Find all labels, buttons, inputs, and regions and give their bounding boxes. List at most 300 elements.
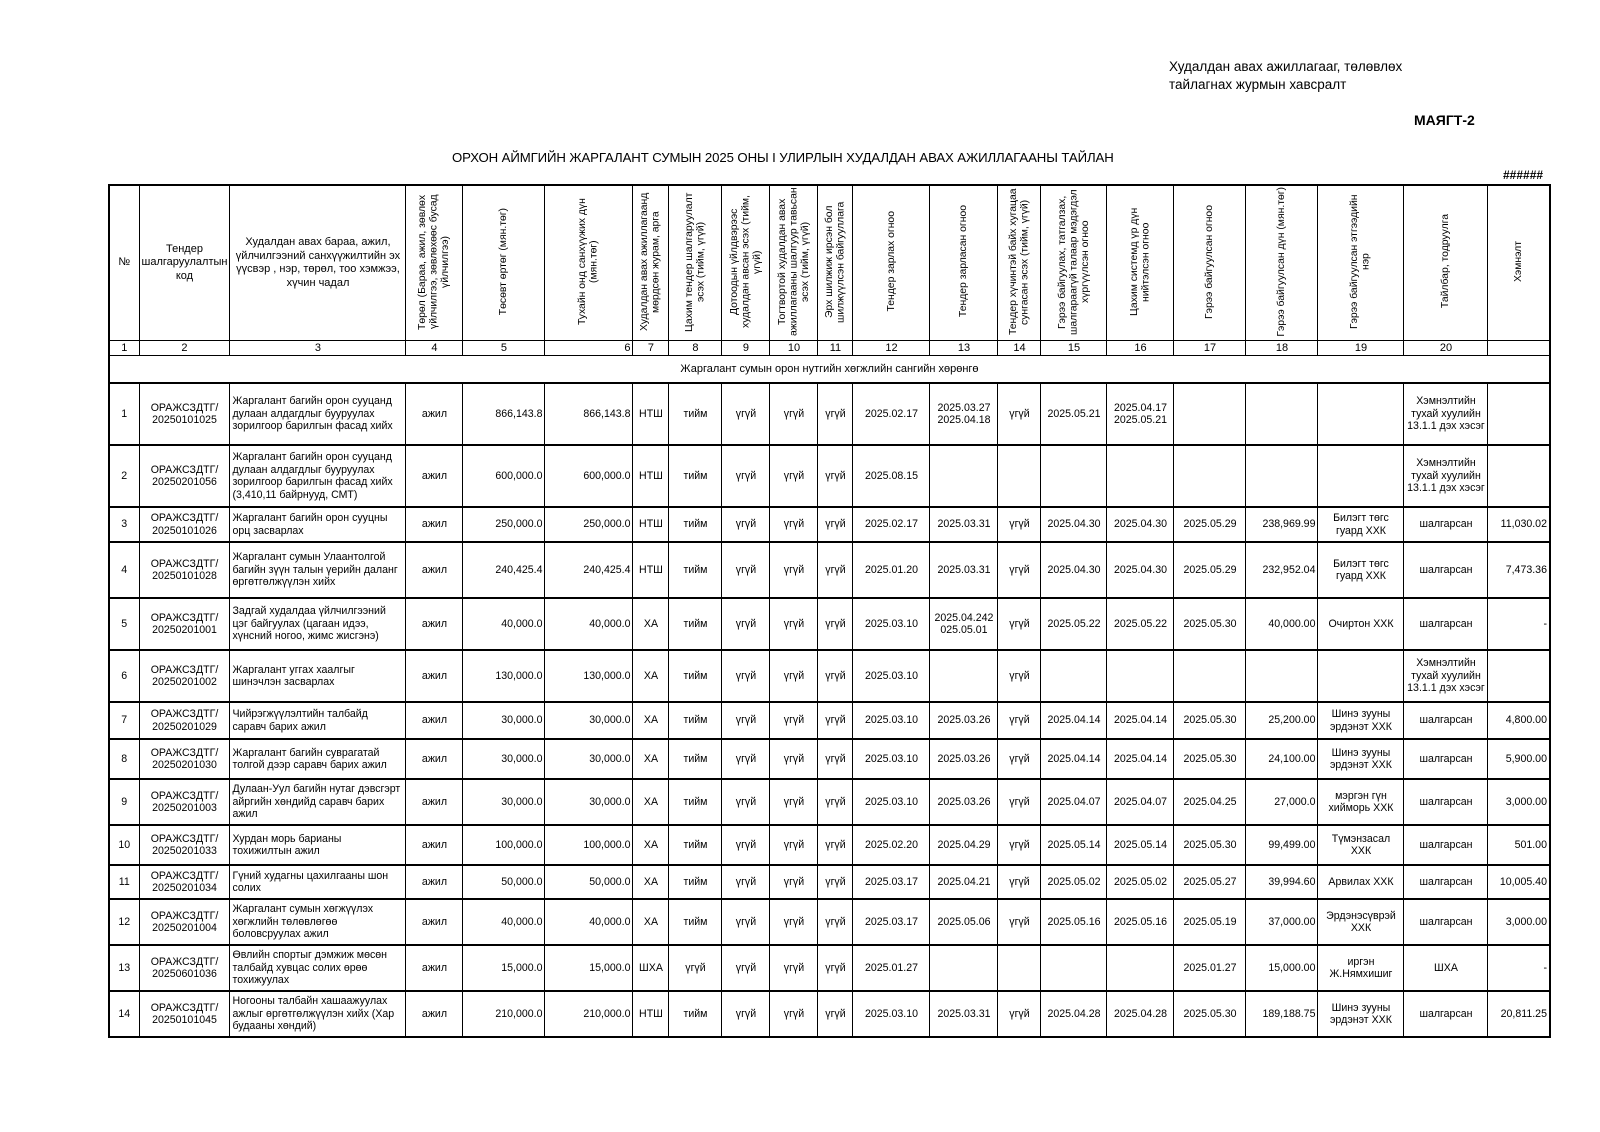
- annex-line-1: Худалдан авах ажиллагааг, төлөвлөх: [1169, 59, 1403, 74]
- cell-notice-date: 2025.04.30: [1041, 542, 1107, 598]
- cell-method: НТШ: [633, 542, 669, 598]
- cell-savings: 5,900.00: [1488, 739, 1550, 779]
- cell-code: ОРАЖСЗДТГ/ 20250101026: [139, 507, 230, 542]
- cell-note: шалгарсан: [1404, 739, 1488, 779]
- cell-domestic: үгүй: [722, 383, 770, 445]
- cell-extended: үгүй: [998, 702, 1041, 739]
- cell-funding: 40,000.0: [545, 899, 633, 945]
- cell-contract-amount: 24,100.00: [1246, 739, 1318, 779]
- cell-type: ажил: [406, 598, 463, 650]
- cell-notice-date: 2025.05.22: [1041, 598, 1107, 650]
- cell-desc: Жаргалант уггах хаалгыг шинэчлэн засварлах: [230, 650, 406, 702]
- cell-publish-date: 2025.04.17 2025.05.21: [1107, 383, 1174, 445]
- cell-funding: 15,000.0: [545, 945, 633, 991]
- cell-budget: 15,000.0: [463, 945, 545, 991]
- cell-extended: үгүй: [998, 383, 1041, 445]
- cell-code: ОРАЖСЗДТГ/ 20250201033: [139, 825, 230, 865]
- col-number: 14: [998, 341, 1041, 356]
- cell-note: шалгарсан: [1404, 598, 1488, 650]
- cell-extended: үгүй: [998, 507, 1041, 542]
- cell-contract-amount: 189,188.75: [1246, 991, 1318, 1037]
- col-header: Тендер хүчинтэй байх хугацаа сунгасан эсэх (тийм, үгүй): [998, 185, 1041, 341]
- cell-extended: [998, 945, 1041, 991]
- col-header: Дотоодын үйлдвэрээс худалдан авсан эсэх (тийм, үгүй): [722, 185, 770, 341]
- cell-type: ажил: [406, 507, 463, 542]
- report-title: ОРХОН АЙМГИЙН ЖАРГАЛАНТ СУМЫН 2025 ОНЫ I УЛИРЛЫН ХУДАЛДАН АВАХ АЖИЛЛАГААНЫ ТАЙЛАН: [452, 150, 1114, 165]
- cell-e-tender: тийм: [669, 650, 722, 702]
- cell-domestic: үгүй: [722, 507, 770, 542]
- cell-funding: 600,000.0: [545, 445, 633, 507]
- cell-savings: [1488, 650, 1550, 702]
- cell-contract-date: 2025.04.25: [1174, 779, 1246, 825]
- cell-no: 9: [109, 779, 139, 825]
- cell-funding: 50,000.0: [545, 865, 633, 899]
- cell-transferred: үгүй: [818, 825, 853, 865]
- table-row: [109, 702, 1550, 739]
- cell-publish-date: [1107, 445, 1174, 507]
- table-row: [109, 865, 1550, 899]
- cell-announce-date: 2025.03.27 2025.04.18: [930, 383, 998, 445]
- col-number: 19: [1318, 341, 1404, 356]
- cell-e-tender: тийм: [669, 445, 722, 507]
- table-row: [109, 650, 1550, 702]
- cell-extended: үгүй: [998, 865, 1041, 899]
- table-row: [109, 383, 1550, 445]
- cell-extended: үгүй: [998, 825, 1041, 865]
- col-number: 2: [139, 341, 230, 356]
- cell-note: шалгарсан: [1404, 825, 1488, 865]
- cell-contract-amount: 27,000.0: [1246, 779, 1318, 825]
- cell-method: ХА: [633, 825, 669, 865]
- cell-code: ОРАЖСЗДТГ/ 20250201056: [139, 445, 230, 507]
- cell-budget: 30,000.0: [463, 739, 545, 779]
- cell-sustainable: үгүй: [770, 598, 818, 650]
- col-number: [1488, 341, 1550, 356]
- cell-method: ХА: [633, 899, 669, 945]
- cell-e-tender: тийм: [669, 598, 722, 650]
- cell-plan-date: 2025.03.10: [853, 991, 930, 1037]
- cell-contract-amount: 25,200.00: [1246, 702, 1318, 739]
- cell-publish-date: 2025.05.02: [1107, 865, 1174, 899]
- col-number: 16: [1107, 341, 1174, 356]
- col-header: Тендер зарлах огноо: [853, 185, 930, 341]
- cell-publish-date: 2025.04.30: [1107, 542, 1174, 598]
- cell-domestic: үгүй: [722, 445, 770, 507]
- cell-contract-date: 2025.05.30: [1174, 702, 1246, 739]
- cell-supplier: иргэн Ж.Нямхишиг: [1318, 945, 1404, 991]
- cell-publish-date: 2025.05.14: [1107, 825, 1174, 865]
- cell-desc: Өвлийн спортыг дэмжиж мөсөн талбайд хувцас солих өрөө тохижуулах: [230, 945, 406, 991]
- cell-budget: 100,000.0: [463, 825, 545, 865]
- cell-type: ажил: [406, 702, 463, 739]
- cell-notice-date: 2025.05.02: [1041, 865, 1107, 899]
- cell-announce-date: 2025.03.31: [930, 507, 998, 542]
- col-header: Гэрээ байгуулсан дүн (мян.төг): [1246, 185, 1318, 341]
- col-header: Худалдан авах бараа, ажил, үйлчилгээний санхүүжилтийн эх үүсвэр , нэр, төрөл, тоо хэмжээ, хүчин чадал: [230, 185, 406, 341]
- cell-funding: 240,425.4: [545, 542, 633, 598]
- cell-note: шалгарсан: [1404, 542, 1488, 598]
- cell-method: ХА: [633, 739, 669, 779]
- cell-method: ХА: [633, 865, 669, 899]
- cell-sustainable: үгүй: [770, 650, 818, 702]
- cell-e-tender: тийм: [669, 702, 722, 739]
- cell-type: ажил: [406, 865, 463, 899]
- cell-type: ажил: [406, 542, 463, 598]
- cell-e-tender: үгүй: [669, 945, 722, 991]
- cell-supplier: Билэгт төгс гуард ХХК: [1318, 507, 1404, 542]
- col-number: 11: [818, 341, 853, 356]
- cell-contract-date: 2025.05.30: [1174, 825, 1246, 865]
- cell-note: шалгарсан: [1404, 865, 1488, 899]
- cell-sustainable: үгүй: [770, 542, 818, 598]
- cell-announce-date: 2025.03.26: [930, 779, 998, 825]
- cell-no: 13: [109, 945, 139, 991]
- cell-contract-date: 2025.05.19: [1174, 899, 1246, 945]
- cell-code: ОРАЖСЗДТГ/ 20250601036: [139, 945, 230, 991]
- cell-supplier: Шинэ зууны эрдэнэт ХХК: [1318, 739, 1404, 779]
- cell-announce-date: 2025.03.31: [930, 542, 998, 598]
- cell-transferred: үгүй: [818, 779, 853, 825]
- annex-line-2: тайлагнах журмын хавсралт: [1169, 77, 1347, 92]
- cell-supplier: [1318, 445, 1404, 507]
- cell-contract-date: [1174, 445, 1246, 507]
- cell-notice-date: 2025.05.14: [1041, 825, 1107, 865]
- col-number: 15: [1041, 341, 1107, 356]
- col-header: Худалдан авах ажиллагаанд мөрдсөн журам, арга: [633, 185, 669, 341]
- cell-no: 12: [109, 899, 139, 945]
- cell-funding: 30,000.0: [545, 702, 633, 739]
- cell-supplier: Билэгт төгс гуард ХХК: [1318, 542, 1404, 598]
- cell-transferred: үгүй: [818, 865, 853, 899]
- table-row: [109, 945, 1550, 991]
- cell-plan-date: 2025.08.15: [853, 445, 930, 507]
- table-row: [109, 825, 1550, 865]
- cell-transferred: үгүй: [818, 945, 853, 991]
- cell-savings: 20,811.25: [1488, 991, 1550, 1037]
- cell-publish-date: 2025.04.14: [1107, 702, 1174, 739]
- cell-type: ажил: [406, 899, 463, 945]
- col-header: Цахим тендер шалгаруулалт эсэх (тийм, үгүй): [669, 185, 722, 341]
- cell-domestic: үгүй: [722, 899, 770, 945]
- cell-method: ШХА: [633, 945, 669, 991]
- cell-supplier: мэргэн гүн хийморь ХХК: [1318, 779, 1404, 825]
- cell-desc: Жаргалант багийн суврагатай толгой дээр саравч барих ажил: [230, 739, 406, 779]
- col-header: Тайлбар, тодруулга: [1404, 185, 1488, 341]
- cell-transferred: үгүй: [818, 739, 853, 779]
- cell-sustainable: үгүй: [770, 825, 818, 865]
- col-number: 20: [1404, 341, 1488, 356]
- cell-e-tender: тийм: [669, 991, 722, 1037]
- cell-note: шалгарсан: [1404, 991, 1488, 1037]
- cell-method: ХА: [633, 779, 669, 825]
- cell-domestic: үгүй: [722, 779, 770, 825]
- cell-sustainable: үгүй: [770, 739, 818, 779]
- col-header: Тендер зарласан огноо: [930, 185, 998, 341]
- cell-domestic: үгүй: [722, 945, 770, 991]
- cell-announce-date: 2025.04.29: [930, 825, 998, 865]
- cell-method: НТШ: [633, 445, 669, 507]
- col-number: 9: [722, 341, 770, 356]
- cell-note: шалгарсан: [1404, 702, 1488, 739]
- cell-transferred: үгүй: [818, 702, 853, 739]
- cell-announce-date: 2025.04.21: [930, 865, 998, 899]
- cell-funding: 40,000.0: [545, 598, 633, 650]
- cell-type: ажил: [406, 383, 463, 445]
- cell-method: НТШ: [633, 383, 669, 445]
- cell-no: 6: [109, 650, 139, 702]
- cell-type: ажил: [406, 445, 463, 507]
- cell-supplier: Түмэнзасал ХХК: [1318, 825, 1404, 865]
- cell-sustainable: үгүй: [770, 991, 818, 1037]
- cell-code: ОРАЖСЗДТГ/ 20250201004: [139, 899, 230, 945]
- cell-desc: Ногооны талбайн хашаажуулах ажлыг өргөтгөлжүүлэн хийх (Хар будааны хөндий): [230, 991, 406, 1037]
- cell-method: ХА: [633, 702, 669, 739]
- cell-savings: 10,005.40: [1488, 865, 1550, 899]
- cell-supplier: Эрдэнэсүврэй ХХК: [1318, 899, 1404, 945]
- procurement-report-table: [108, 184, 1551, 1038]
- cell-e-tender: тийм: [669, 899, 722, 945]
- cell-supplier: Очиртон ХХК: [1318, 598, 1404, 650]
- cell-domestic: үгүй: [722, 650, 770, 702]
- cell-notice-date: 2025.05.21: [1041, 383, 1107, 445]
- cell-note: шалгарсан: [1404, 899, 1488, 945]
- cell-budget: 250,000.0: [463, 507, 545, 542]
- cell-desc: Жаргалант багийн орон сууцанд дулаан алдагдлыг бууруулах зорилгоор барилгын фасад хийх (3,410,11 байрнууд, СМТ): [230, 445, 406, 507]
- cell-type: ажил: [406, 650, 463, 702]
- cell-transferred: үгүй: [818, 899, 853, 945]
- cell-contract-date: 2025.05.30: [1174, 598, 1246, 650]
- cell-announce-date: [930, 945, 998, 991]
- cell-notice-date: [1041, 445, 1107, 507]
- cell-type: ажил: [406, 739, 463, 779]
- cell-sustainable: үгүй: [770, 383, 818, 445]
- cell-desc: Жаргалант багийн орон сууцны орц засварлах: [230, 507, 406, 542]
- cell-savings: 3,000.00: [1488, 899, 1550, 945]
- col-number: 8: [669, 341, 722, 356]
- cell-plan-date: 2025.03.10: [853, 650, 930, 702]
- cell-notice-date: 2025.04.07: [1041, 779, 1107, 825]
- cell-extended: үгүй: [998, 650, 1041, 702]
- cell-contract-amount: 99,499.00: [1246, 825, 1318, 865]
- cell-savings: 4,800.00: [1488, 702, 1550, 739]
- cell-plan-date: 2025.01.20: [853, 542, 930, 598]
- cell-note: шалгарсан: [1404, 507, 1488, 542]
- col-header: Гэрээ байгуулсан этгээдийн нэр: [1318, 185, 1404, 341]
- cell-desc: Гүний худагны цахилгааны шон солих: [230, 865, 406, 899]
- cell-funding: 100,000.0: [545, 825, 633, 865]
- cell-notice-date: 2025.04.28: [1041, 991, 1107, 1037]
- cell-transferred: үгүй: [818, 991, 853, 1037]
- cell-budget: 30,000.0: [463, 779, 545, 825]
- cell-extended: үгүй: [998, 779, 1041, 825]
- cell-sustainable: үгүй: [770, 899, 818, 945]
- cell-publish-date: [1107, 650, 1174, 702]
- cell-contract-amount: 232,952.04: [1246, 542, 1318, 598]
- cell-plan-date: 2025.03.10: [853, 598, 930, 650]
- col-header: Хэмнэлт: [1488, 185, 1550, 341]
- col-header: Тухайн онд санхүүжих дүн (мян.төг): [545, 185, 633, 341]
- cell-transferred: үгүй: [818, 542, 853, 598]
- cell-no: 8: [109, 739, 139, 779]
- cell-extended: үгүй: [998, 899, 1041, 945]
- cell-savings: [1488, 445, 1550, 507]
- cell-e-tender: тийм: [669, 825, 722, 865]
- col-number: 10: [770, 341, 818, 356]
- cell-supplier: [1318, 383, 1404, 445]
- cell-plan-date: 2025.02.17: [853, 507, 930, 542]
- cell-transferred: үгүй: [818, 598, 853, 650]
- col-number: 5: [463, 341, 545, 356]
- cell-note: Хэмнэлтийн тухай хуулийн 13.1.1 дэх хэсэг: [1404, 383, 1488, 445]
- cell-desc: Жаргалант сумын хөгжүүлэх хөгжлийн төлөвлөгөө боловсруулах ажил: [230, 899, 406, 945]
- cell-desc: Чийрэгжүүлэлтийн талбайд саравч барих ажил: [230, 702, 406, 739]
- cell-desc: Жаргалант багийн орон сууцанд дулаан алдагдлыг бууруулах зорилгоор барилгын фасад хийх: [230, 383, 406, 445]
- cell-method: ХА: [633, 598, 669, 650]
- cell-plan-date: 2025.03.10: [853, 739, 930, 779]
- cell-e-tender: тийм: [669, 507, 722, 542]
- table-row: [109, 739, 1550, 779]
- cell-no: 3: [109, 507, 139, 542]
- col-number: 18: [1246, 341, 1318, 356]
- cell-desc: Жаргалант сумын Улаантолгой багийн зүүн талын үерийн даланг өргөтгөлжүүлэн хийх: [230, 542, 406, 598]
- cell-contract-amount: [1246, 650, 1318, 702]
- cell-announce-date: 2025.04.242 025.05.01: [930, 598, 998, 650]
- cell-e-tender: тийм: [669, 779, 722, 825]
- cell-domestic: үгүй: [722, 991, 770, 1037]
- cell-publish-date: 2025.05.22: [1107, 598, 1174, 650]
- cell-budget: 866,143.8: [463, 383, 545, 445]
- col-number: 7: [633, 341, 669, 356]
- cell-savings: -: [1488, 945, 1550, 991]
- cell-contract-date: [1174, 650, 1246, 702]
- cell-savings: -: [1488, 598, 1550, 650]
- col-number: 3: [230, 341, 406, 356]
- cell-no: 11: [109, 865, 139, 899]
- table-row: [109, 598, 1550, 650]
- cell-notice-date: [1041, 650, 1107, 702]
- cell-code: ОРАЖСЗДТГ/ 20250101045: [139, 991, 230, 1037]
- section-title: Жаргалант сумын орон нутгийн хөгжлийн сангийн хөрөнгө: [109, 356, 1550, 384]
- cell-plan-date: 2025.03.17: [853, 899, 930, 945]
- cell-publish-date: 2025.04.28: [1107, 991, 1174, 1037]
- col-header: Төсөвт өртөг (мян.төг): [463, 185, 545, 341]
- cell-domestic: үгүй: [722, 542, 770, 598]
- cell-contract-date: 2025.05.27: [1174, 865, 1246, 899]
- cell-note: шалгарсан: [1404, 779, 1488, 825]
- cell-savings: 11,030.02: [1488, 507, 1550, 542]
- col-header: Тогтвортой худалдан авах ажиллагааны шалгуур тавьсан эсэх (тийм, үгүй): [770, 185, 818, 341]
- cell-e-tender: тийм: [669, 542, 722, 598]
- cell-extended: үгүй: [998, 739, 1041, 779]
- table-row: [109, 991, 1550, 1037]
- cell-domestic: үгүй: [722, 865, 770, 899]
- cell-announce-date: 2025.03.31: [930, 991, 998, 1037]
- col-header: Тендер шалгаруулалтын код: [139, 185, 230, 341]
- col-header: Гэрээ байгуулсан огноо: [1174, 185, 1246, 341]
- cell-desc: Задгай худалдаа үйлчилгээний цэг байгуулах (цагаан идээ, хүнсний ногоо, жимс жисгэнэ): [230, 598, 406, 650]
- cell-e-tender: тийм: [669, 865, 722, 899]
- cell-code: ОРАЖСЗДТГ/ 20250201001: [139, 598, 230, 650]
- cell-extended: үгүй: [998, 598, 1041, 650]
- cell-contract-date: 2025.05.29: [1174, 507, 1246, 542]
- cell-contract-amount: 238,969.99: [1246, 507, 1318, 542]
- col-number: 1: [109, 341, 139, 356]
- cell-contract-amount: 15,000.00: [1246, 945, 1318, 991]
- cell-funding: 250,000.0: [545, 507, 633, 542]
- cell-domestic: үгүй: [722, 825, 770, 865]
- cell-announce-date: 2025.05.06: [930, 899, 998, 945]
- cell-contract-date: 2025.05.30: [1174, 991, 1246, 1037]
- cell-domestic: үгүй: [722, 598, 770, 650]
- cell-sustainable: үгүй: [770, 865, 818, 899]
- cell-type: ажил: [406, 779, 463, 825]
- cell-sustainable: үгүй: [770, 945, 818, 991]
- cell-plan-date: 2025.03.10: [853, 702, 930, 739]
- col-number: 4: [406, 341, 463, 356]
- cell-e-tender: тийм: [669, 383, 722, 445]
- column-header-row: [109, 185, 1550, 341]
- cell-budget: 130,000.0: [463, 650, 545, 702]
- overflow-marker: ######: [1503, 168, 1544, 182]
- cell-no: 5: [109, 598, 139, 650]
- cell-funding: 30,000.0: [545, 739, 633, 779]
- cell-note: Хэмнэлтийн тухай хуулийн 13.1.1 дэх хэсэг: [1404, 445, 1488, 507]
- cell-announce-date: [930, 445, 998, 507]
- cell-plan-date: 2025.01.27: [853, 945, 930, 991]
- cell-no: 10: [109, 825, 139, 865]
- cell-method: ХА: [633, 650, 669, 702]
- cell-type: ажил: [406, 825, 463, 865]
- cell-desc: Хурдан морь барианы тохижилтын ажил: [230, 825, 406, 865]
- cell-supplier: Шинэ зууны эрдэнэт ХХК: [1318, 991, 1404, 1037]
- cell-code: ОРАЖСЗДТГ/ 20250201002: [139, 650, 230, 702]
- cell-plan-date: 2025.03.10: [853, 779, 930, 825]
- cell-domestic: үгүй: [722, 739, 770, 779]
- cell-method: НТШ: [633, 991, 669, 1037]
- col-header: Эрх шилжиж ирсэн бол шилжүүлсэн байгууллага: [818, 185, 853, 341]
- cell-transferred: үгүй: [818, 383, 853, 445]
- cell-contract-amount: [1246, 445, 1318, 507]
- cell-savings: 501.00: [1488, 825, 1550, 865]
- cell-code: ОРАЖСЗДТГ/ 20250201030: [139, 739, 230, 779]
- cell-notice-date: 2025.04.14: [1041, 739, 1107, 779]
- cell-announce-date: [930, 650, 998, 702]
- cell-publish-date: 2025.04.14: [1107, 739, 1174, 779]
- cell-supplier: [1318, 650, 1404, 702]
- cell-budget: 40,000.0: [463, 598, 545, 650]
- cell-transferred: үгүй: [818, 507, 853, 542]
- cell-sustainable: үгүй: [770, 445, 818, 507]
- cell-funding: 130,000.0: [545, 650, 633, 702]
- cell-funding: 30,000.0: [545, 779, 633, 825]
- cell-budget: 240,425.4: [463, 542, 545, 598]
- cell-contract-date: 2025.01.27: [1174, 945, 1246, 991]
- cell-supplier: Шинэ зууны эрдэнэт ХХК: [1318, 702, 1404, 739]
- cell-notice-date: 2025.04.14: [1041, 702, 1107, 739]
- col-number: 17: [1174, 341, 1246, 356]
- cell-domestic: үгүй: [722, 702, 770, 739]
- cell-budget: 30,000.0: [463, 702, 545, 739]
- cell-funding: 210,000.0: [545, 991, 633, 1037]
- cell-sustainable: үгүй: [770, 702, 818, 739]
- table-row: [109, 779, 1550, 825]
- column-number-row: [109, 341, 1550, 356]
- col-number: 13: [930, 341, 998, 356]
- cell-note: ШХА: [1404, 945, 1488, 991]
- cell-contract-amount: 37,000.00: [1246, 899, 1318, 945]
- cell-extended: үгүй: [998, 542, 1041, 598]
- col-number: 12: [853, 341, 930, 356]
